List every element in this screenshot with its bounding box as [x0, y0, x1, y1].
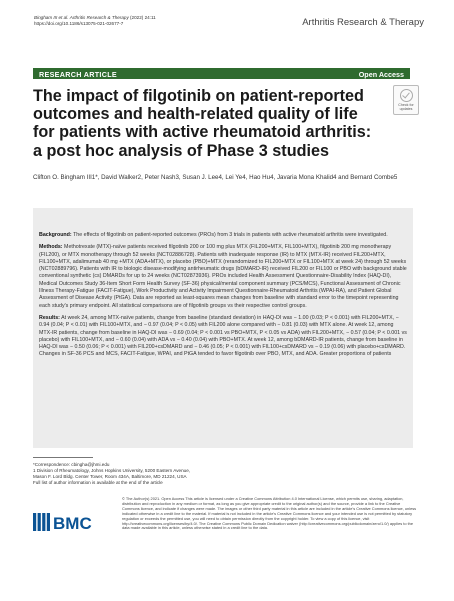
citation-authors: Bingham III et al. — [34, 15, 69, 20]
methods-label: Methods: — [39, 244, 63, 251]
background-text: The effects of filgotinib on patient-reported outcomes (PROs) from 3 trials in patients with active rheumatoid arthritis were investigated. — [73, 232, 388, 238]
footnote-divider — [33, 457, 93, 458]
citation-year-volume: (2022) 24:11 — [130, 15, 156, 20]
methods-text: Methotrexate (MTX)-naïve patients received filgotinib 200 or 100 mg plus MTX (FIL200+MTX, FIL100+MTX), filgotinib 200 mg monotherapy (FIL200), or MTX monotherapy through 52 weeks (NCT02886728). Patients with inadequate response (IR) to MTX (MTX-IR) received FIL200+MTX, FIL100+MTX, adalimumab 40 mg +MTX (ADA+MTX), or placebo (PBO)+MTX (rerandomized to FIL200+MTX or FIL100+MTX at week 24) through 52 weeks (NCT02889796). Patients with IR to biologic disease-modifying antirheumatic drugs (bDMARD-IR) received FIL200 or FIL100 or PBO with background stable conventional synthetic (cs) DMARDs for up to 24 weeks (NCT02873936). PROs included Health Assessment Questionnaire-Disability Index (HAQ-DI), Medical Outcomes Study 36-Item Short Form Health Survey (SF-36) physical/mental component summary (PCS/MCS), Functional Assessment of Chronic Illness Therapy-Fatigue (FACIT-Fatigue), Work Productivity and Activity Impairment Questionnaire-Rheumatoid Arthritis (WPAI-RA), and Patient Global Assessment of Disease Activity (PtGA). Data are reported as least-squares mean changes from baseline with standard error to the timepoint representing each study's primary endpoint. All statistical comparisons are of filgotinib groups vs their respective control groups. — [39, 244, 407, 309]
citation-block — [34, 15, 156, 27]
article-type-label: RESEARCH ARTICLE — [39, 69, 118, 79]
open-access-label: Open Access — [358, 69, 404, 79]
footnotes — [33, 457, 193, 486]
bmc-logo — [33, 510, 105, 534]
check-for-updates-label: Check for updates — [398, 103, 414, 112]
journal-name: Arthritis Research & Therapy — [302, 17, 424, 28]
abstract-box — [33, 208, 413, 448]
background-label: Background: — [39, 232, 72, 238]
article-type-banner — [33, 68, 410, 79]
article-title: The impact of filgotinib on patient-reported outcomes and health-related quality of life for patients with active rheumatoid arthritis: a post hoc analysis of Phase 3 studies — [33, 87, 372, 160]
abstract-results — [39, 315, 407, 359]
results-text: At week 24, among MTX-naïve patients, change from baseline (standard deviation) in HAQ-DI was − 1.00 (0.03; P < 0.001) with FIL200+MTX, − 0.94 (0.04; P < 0.01) with FIL100+MTX, and − 0.97 (0.04; P < 0.05) with FIL200 alone compared with − 0.81 (0.03) with MTX alone. At week 12, among MTX-IR patients, change from baseline in HAQ-DI was − 0.69 (0.04; P < 0.001 vs PBO+MTX, P < 0.05 vs ADA) with FIL200+MTX, − 0.57 (0.04; P < 0.001 vs placebo) with FIL100+MTX, and − 0.60 (0.04) with ADA vs − 0.40 (0.04) with PBO+MTX. At week 12, among bDMARD-IR patients, change from baseline in HAQ-DI was − 0.50 (0.06; P < 0.001) with FIL200+csDMARD and − 0.46 (0.05; P < 0.001) with FIL100+csDMARD vs − 0.19 (0.06) with placebo+csDMARD. Changes in SF-36 PCS and MCS, FACIT-Fatigue, WPAI, and PtGA tended to favor filgotinib over PBO, MTX, and ADA. Greater proportions of patients — [39, 314, 407, 358]
affiliation: 1 Division of Rheumatology, Johns Hopkins University, 5200 Eastern Avenue, Mason F. Lord Bldg. Center Tower, Room 434A, Baltimore, MD 21224, USA — [33, 467, 191, 479]
correspondence: *Correspondence: cbingha@jhmi.edu — [33, 462, 110, 467]
abstract-background — [39, 232, 407, 239]
check-for-updates-button[interactable] — [393, 85, 419, 115]
bmc-logo-text: BMC — [53, 514, 92, 533]
doi-link[interactable]: https://doi.org/10.1186/s13075-021-02677-7 — [34, 21, 124, 26]
abstract-methods — [39, 244, 407, 310]
author-list: Clifton O. Bingham III1*, David Walker2, Peter Nash3, Susan J. Lee4, Lei Ye4, Hao Hu4, Javaria Mona Khalid4 and Bernard Combe5 — [33, 174, 398, 181]
check-icon — [400, 89, 413, 102]
full-author-info-note: Full list of author information is available at the end of the article — [33, 479, 163, 485]
results-label: Results: — [39, 314, 60, 321]
license-text: © The Author(s) 2021. Open Access This article is licensed under a Creative Commons Attribution 4.0 International License, which permits use, sharing, adaptation, distribution and reproduction in any medium or format, as long as you give appropriate credit to the original author(s) and the source, provide a link to the Creative Commons licence, and indicate if changes were made. The images or other third party material in this article are included in the article's Creative Commons licence, unless indicated otherwise in a credit line to the material. If material is not included in the article's Creative Commons licence and your intended use is not permitted by statutory regulation or exceeds the permitted use, you will need to obtain permission directly from the copyright holder. To view a copy of this licence, visit http://creativecommons.org/licenses/by/4.0/. The Creative Commons Public Domain Dedication waiver (http://creativecommons.org/publicdomain/zero/1.0/) applies to the data made available in this article, unless otherwise stated in a credit line to the data. — [122, 496, 417, 531]
citation-journal: Arthritis Research & Therapy — [69, 15, 129, 20]
